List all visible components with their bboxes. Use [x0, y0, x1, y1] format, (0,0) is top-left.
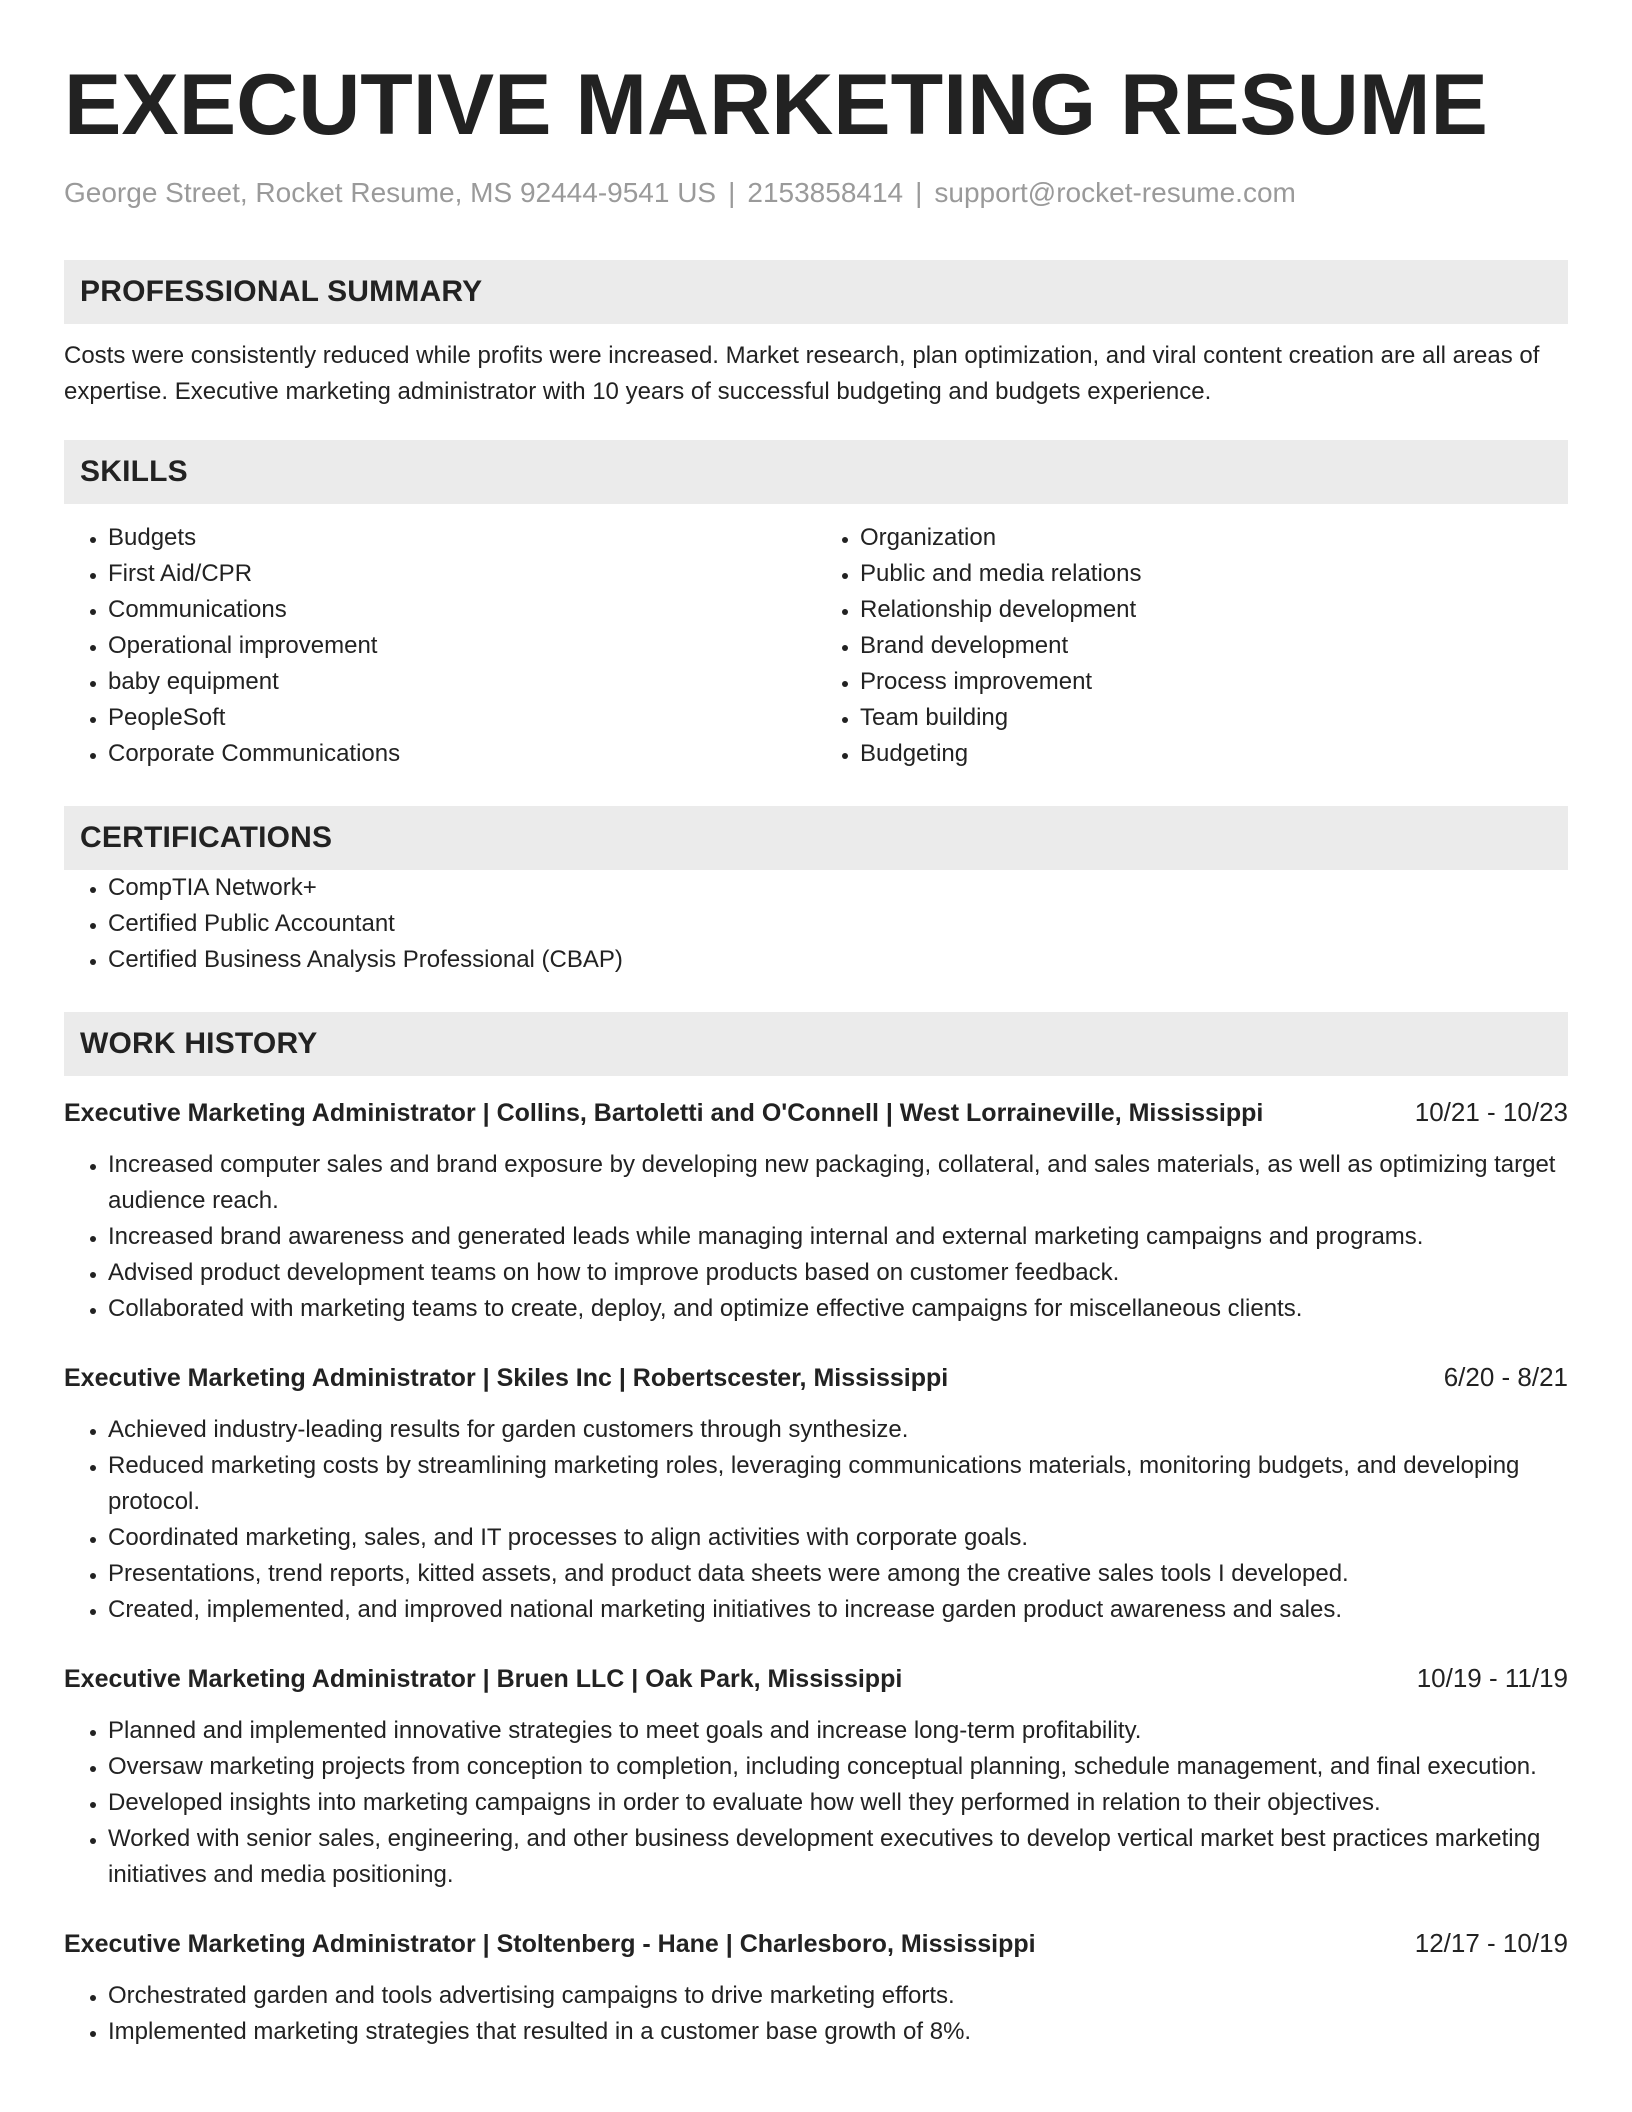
job-title: Executive Marketing Administrator | Stoltenberg - Hane | Charlesboro, Mississippi [64, 1929, 1036, 1958]
job-bullet: • Reduced marketing costs by streamlining marketing roles, leveraging communications materials, monitoring budgets, and developing protocol. [108, 1448, 1568, 1520]
skills-section-header: SKILLS [64, 440, 1568, 504]
job-entry [64, 1359, 1568, 1628]
contact-email: support@rocket-resume.com [934, 177, 1296, 208]
contact-line [64, 176, 1568, 210]
certification-item: • CompTIA Network+ [108, 870, 1568, 906]
skill-item: • Operational improvement [108, 628, 816, 664]
job-bullet: • Advised product development teams on how to improve products based on customer feedback. [108, 1255, 1568, 1291]
skill-item: • Relationship development [860, 592, 1568, 628]
contact-phone: 2153858414 [747, 177, 904, 208]
job-header [64, 1925, 1568, 1962]
job-bullet: • Oversaw marketing projects from conception to completion, including conceptual planning, schedule management, and final execution. [108, 1749, 1568, 1785]
skill-item: • Budgets [108, 520, 816, 556]
job-bullet: • Increased brand awareness and generated leads while managing internal and external marketing campaigns and programs. [108, 1219, 1568, 1255]
skills-list-left [64, 520, 816, 772]
skill-item: • Budgeting [860, 736, 1568, 772]
summary-section-header: PROFESSIONAL SUMMARY [64, 260, 1568, 324]
job-entry [64, 1094, 1568, 1327]
job-dates: 10/21 - 10/23 [1414, 1096, 1568, 1127]
skill-item: • First Aid/CPR [108, 556, 816, 592]
job-bullets [64, 1713, 1568, 1893]
skill-item: • Public and media relations [860, 556, 1568, 592]
job-title: Executive Marketing Administrator | Skiles Inc | Robertscester, Mississippi [64, 1363, 949, 1392]
contact-address: George Street, Rocket Resume, MS 92444-9541 US [64, 177, 717, 208]
job-bullet: • Orchestrated garden and tools advertising campaigns to drive marketing efforts. [108, 1978, 1568, 2014]
skills-list-right [816, 520, 1568, 772]
job-header [64, 1094, 1568, 1131]
job-bullet: • Increased computer sales and brand exposure by developing new packaging, collateral, and sales materials, as well as optimizing target audience reach. [108, 1147, 1568, 1219]
skill-item: • Team building [860, 700, 1568, 736]
skill-item: • PeopleSoft [108, 700, 816, 736]
job-bullets [64, 1147, 1568, 1327]
skill-item: • Corporate Communications [108, 736, 816, 772]
job-bullets [64, 1412, 1568, 1628]
job-dates: 10/19 - 11/19 [1416, 1662, 1568, 1693]
job-bullet: • Coordinated marketing, sales, and IT processes to align activities with corporate goals. [108, 1520, 1568, 1556]
contact-separator: | [915, 177, 923, 208]
skills-columns [64, 520, 1568, 772]
job-bullet: • Created, implemented, and improved national marketing initiatives to increase garden product awareness and sales. [108, 1592, 1568, 1628]
skill-item: • baby equipment [108, 664, 816, 700]
job-bullet: • Presentations, trend reports, kitted assets, and product data sheets were among the creative sales tools I developed. [108, 1556, 1568, 1592]
job-bullet: • Planned and implemented innovative strategies to meet goals and increase long-term profitability. [108, 1713, 1568, 1749]
skills-column-left [64, 520, 816, 772]
skill-item: • Communications [108, 592, 816, 628]
skills-column-right [816, 520, 1568, 772]
certifications-section-header: CERTIFICATIONS [64, 806, 1568, 870]
work-history-section-header: WORK HISTORY [64, 1012, 1568, 1076]
job-entry [64, 1660, 1568, 1893]
certification-item: • Certified Business Analysis Professional (CBAP) [108, 942, 1568, 978]
skill-item: • Brand development [860, 628, 1568, 664]
job-title: Executive Marketing Administrator | Bruen LLC | Oak Park, Mississippi [64, 1664, 903, 1693]
job-bullet: • Achieved industry-leading results for garden customers through synthesize. [108, 1412, 1568, 1448]
job-header [64, 1660, 1568, 1697]
job-bullet: • Implemented marketing strategies that resulted in a customer base growth of 8%. [108, 2014, 1568, 2050]
job-bullet: • Collaborated with marketing teams to create, deploy, and optimize effective campaigns for miscellaneous clients. [108, 1291, 1568, 1327]
job-entry [64, 1925, 1568, 2050]
skill-item: • Process improvement [860, 664, 1568, 700]
certification-item: • Certified Public Accountant [108, 906, 1568, 942]
job-dates: 6/20 - 8/21 [1443, 1361, 1568, 1392]
job-header [64, 1359, 1568, 1396]
contact-separator: | [728, 177, 736, 208]
job-bullet: • Worked with senior sales, engineering, and other business development executives to develop vertical market best practices marketing initiatives and media positioning. [108, 1821, 1568, 1893]
job-bullet: • Developed insights into marketing campaigns in order to evaluate how well they performed in relation to their objectives. [108, 1785, 1568, 1821]
job-dates: 12/17 - 10/19 [1414, 1927, 1568, 1958]
job-bullets [64, 1978, 1568, 2050]
skill-item: • Organization [860, 520, 1568, 556]
summary-text: Costs were consistently reduced while profits were increased. Market research, plan optimization, and viral content creation are all areas of expertise. Executive marketing administrator with 10 years of successful budgeting and budgets experience. [64, 341, 1540, 405]
resume-title: EXECUTIVE MARKETING RESUME [64, 57, 1488, 153]
job-title: Executive Marketing Administrator | Collins, Bartoletti and O'Connell | West Lorraineville, Mississippi [64, 1098, 1264, 1127]
certifications-list [64, 870, 1568, 978]
